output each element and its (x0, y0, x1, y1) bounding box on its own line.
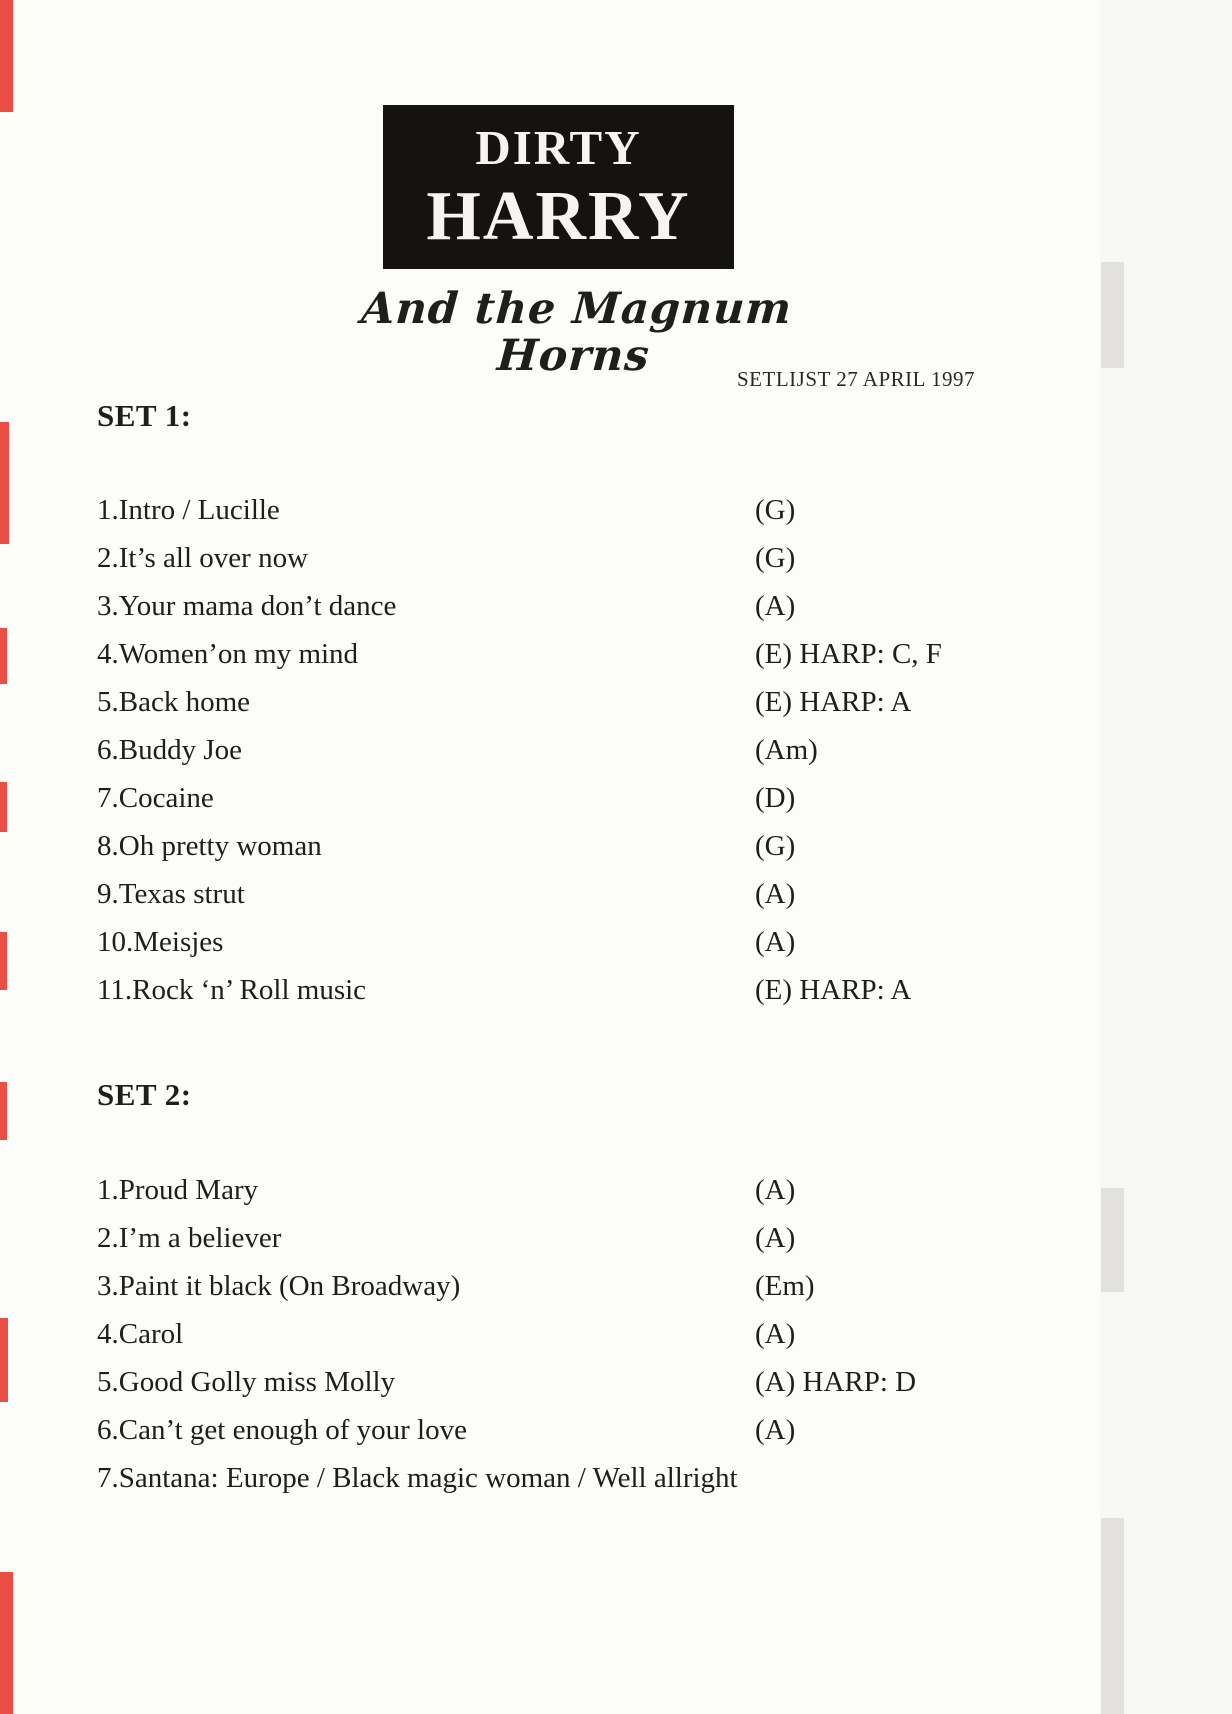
song-title: 11.Rock ‘n’ Roll music (97, 973, 367, 1006)
song-title: 5.Good Golly miss Molly (97, 1365, 396, 1398)
set-section-2 (97, 1077, 917, 1494)
scan-artifact-red-strip (0, 422, 9, 544)
song-row (97, 918, 942, 966)
song-list (97, 1166, 916, 1502)
song-title: 4.Women’on my mind (97, 637, 359, 670)
song-list (97, 486, 942, 1014)
song-row (97, 1262, 916, 1310)
song-row (97, 582, 942, 630)
song-key: (A) HARP: D (755, 1365, 917, 1398)
song-row (97, 822, 942, 870)
scan-artifact-gray-strip (1101, 1188, 1124, 1292)
scan-artifact-red-strip (0, 932, 7, 990)
band-logo (383, 105, 734, 269)
song-row (97, 1406, 916, 1454)
scan-artifact-red-strip (0, 782, 7, 832)
song-key: (A) (755, 589, 796, 622)
scan-artifact-gray-strip (1101, 1518, 1124, 1714)
song-title: 10.Meisjes (97, 925, 224, 958)
song-key: (Em) (755, 1269, 815, 1302)
song-key: (G) (755, 829, 796, 862)
song-key: (Am) (755, 733, 818, 766)
setlist-date: SETLIJST 27 APRIL 1997 (737, 367, 975, 391)
song-title: 3.Paint it black (On Broadway) (97, 1269, 461, 1302)
band-tagline: And the Magnum Horns (359, 284, 794, 382)
song-key: (E) HARP: A (755, 685, 912, 718)
song-row (97, 630, 942, 678)
song-row (97, 1310, 916, 1358)
song-title: 4.Carol (97, 1317, 184, 1350)
scan-artifact-gray-strip (1101, 262, 1124, 368)
song-row (97, 678, 942, 726)
song-row (97, 486, 942, 534)
scan-artifact-red-strip (0, 1318, 8, 1402)
scan-artifact-red-strip (0, 1572, 13, 1714)
song-title: 7.Santana: Europe / Black magic woman / Well allright (97, 1461, 738, 1494)
scan-artifact-red-strip (0, 1082, 7, 1140)
song-title: 2.It’s all over now (97, 541, 309, 574)
song-key: (A) (755, 1173, 796, 1206)
song-row (97, 1214, 916, 1262)
song-title: 3.Your mama don’t dance (97, 589, 397, 622)
song-key: (A) (755, 1221, 796, 1254)
set-heading: SET 1: (97, 398, 192, 433)
song-row (97, 1166, 916, 1214)
song-key: (G) (755, 493, 796, 526)
song-row (97, 966, 942, 1014)
song-key: (E) HARP: A (755, 973, 912, 1006)
song-row (97, 870, 942, 918)
song-key: (A) (755, 1413, 796, 1446)
band-name-line1: DIRTY (475, 119, 642, 175)
song-row (97, 1454, 916, 1502)
song-title: 9.Texas strut (97, 877, 245, 910)
set-section-1 (97, 398, 942, 1006)
set-heading: SET 2: (97, 1077, 192, 1112)
song-row (97, 774, 942, 822)
song-key: (A) (755, 925, 796, 958)
scan-artifact-red-strip (0, 0, 13, 112)
song-title: 2.I’m a believer (97, 1221, 282, 1254)
song-row (97, 726, 942, 774)
song-title: 8.Oh pretty woman (97, 829, 322, 862)
song-key: (D) (755, 781, 796, 814)
song-title: 1.Proud Mary (97, 1173, 259, 1206)
scan-shade-right (1100, 0, 1232, 1714)
song-key: (E) HARP: C, F (755, 637, 942, 670)
song-title: 6.Can’t get enough of your love (97, 1413, 467, 1446)
song-row (97, 534, 942, 582)
song-key: (A) (755, 877, 796, 910)
song-title: 5.Back home (97, 685, 251, 718)
scan-artifact-red-strip (0, 628, 7, 684)
song-title: 6.Buddy Joe (97, 733, 242, 766)
song-key: (G) (755, 541, 796, 574)
band-name-line2: HARRY (426, 177, 691, 255)
song-row (97, 1358, 916, 1406)
song-title: 1.Intro / Lucille (97, 493, 280, 526)
song-key: (A) (755, 1317, 796, 1350)
song-title: 7.Cocaine (97, 781, 214, 814)
